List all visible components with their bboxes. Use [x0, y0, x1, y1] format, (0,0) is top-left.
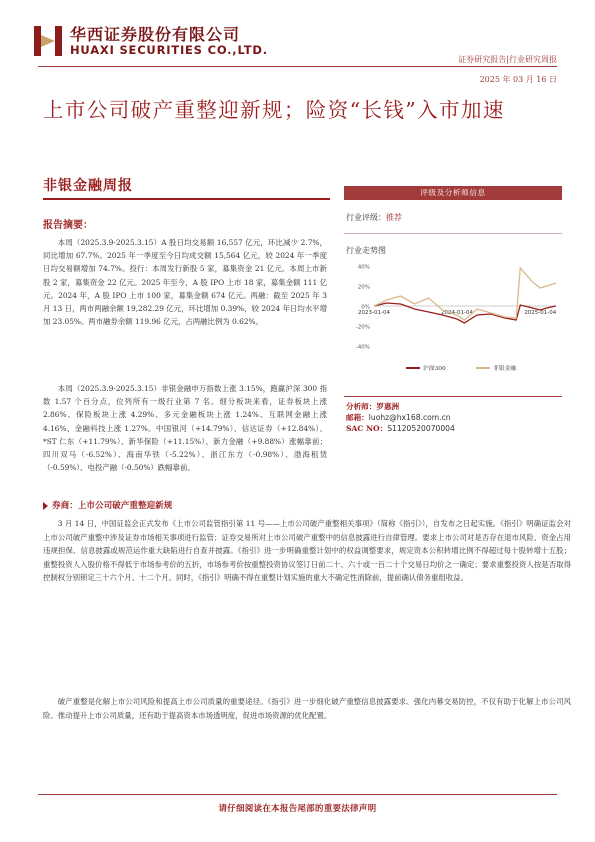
- y-tick-label: -20%: [355, 324, 370, 331]
- section-heading-text: 券商：上市公司破产重整迎新规: [52, 501, 173, 511]
- y-tick-label: 40%: [357, 264, 370, 271]
- analyst-sac-row: [346, 423, 455, 434]
- trend-chart-title: 行业走势图: [346, 246, 386, 255]
- x-tick-label: 2024-01-04: [441, 310, 474, 316]
- section-paragraph-2: 破产重整是化解上市公司风险和提高上市公司质量的重要途径。《指引》进一步细化破产重整信息披露要求、强化内幕交易防控，不仅有助于化解上市公司风险、推动提升上市公司质量，还有助于提高资本市场透明度，促进市场资源的优化配置。: [43, 697, 571, 720]
- analyst-email-link[interactable]: luohz@hx168.com.cn: [368, 413, 451, 422]
- subtitle-divider: [43, 198, 330, 200]
- analyst-name-row: [346, 401, 455, 412]
- x-tick-label: 2025-01-04: [524, 310, 557, 316]
- huaxi-logo-icon: [34, 26, 62, 56]
- company-name-cn: 华西证券股份有限公司: [70, 25, 241, 44]
- report-date: 2025 年 03 月 16 日: [479, 75, 557, 84]
- summary-paragraph-1: 本周（2025.3.9-2025.3.15）A 股日均交易额 16,557 亿元，环比减少 2.7%，同比增加 67.7%。2025 年一季度至今日均成交额 15,564 亿元，较 2024 年一季度日均交易额增加 74.7%。投行：本周发行新股 5 家，募集资金 21 亿元。本周上市新股 2 家，募集资金 22 亿元。2025 年至今，A 股 IPO 上市 18 家，募集金额 111 亿元。2024 年，A 股 IPO 上市 100 家，募集金额 674 亿元。两融：截至 2025 年 3 月 13 日，两市两融余额 19,282.29 亿元，环比增加 0.39%，较 2024 年日均水平增加 23.05%。两市融券余额 119.96 亿元，占两融比例为 0.62%。: [43, 238, 327, 327]
- section-paragraph-1: 3 月 14 日，中国证监会正式发布《上市公司监管指引第 11 号——上市公司破产重整相关事项》（简称《指引》），自发布之日起实施。《指引》明确证监会对上市公司破产重整中涉及证券市场相关事项进行监管；证券交易所对上市公司破产重整中的信息披露进行自律管理。要求上市公司对是否存在退市风险、资金占用违规担保、信息披露或规范运作重大缺陷进行自查并披露。《指引》进一步明确重整计划中的权益调整要求，规定资本公积转增比例不得超过每十股转增十五股；重整投资人入股价格不得低于市场参考价的五折，市场参考价按重整投资协议签订日前二十、六十或一百二十个交易日均价之一确定；要求重整投资人按是否取得控制权分别锁定三十六个月、十二个月。同时，《指引》明确不得在重整计划实施的重大不确定性消除前，提前确认债务重组收益。: [43, 519, 571, 583]
- triangle-bullet-icon: [43, 502, 48, 510]
- y-tick-label: 20%: [357, 284, 370, 291]
- rating-divider: [344, 233, 562, 234]
- rating-panel: [344, 186, 562, 378]
- report-title: 上市公司破产重整迎新规；险资“长钱”入市加速: [43, 98, 505, 122]
- industry-rating: [344, 212, 562, 223]
- analyst-email-row: [346, 412, 455, 423]
- rating-value: 推荐: [386, 213, 402, 222]
- rating-panel-header: 评级及分析师信息: [344, 186, 562, 200]
- legal-notice: 请仔细阅读在本报告尾部的重要法律声明: [218, 803, 377, 813]
- y-tick-label: -40%: [355, 344, 370, 351]
- footer-divider: [38, 794, 557, 795]
- analyst-name: 罗惠洲: [376, 402, 400, 411]
- company-name-en: HUAXI SECURITIES CO.,LTD.: [70, 43, 268, 57]
- legend-label: 沪深300: [423, 366, 446, 372]
- analyst-sac-label: SAC NO：: [346, 424, 388, 433]
- section-heading-brokers: [43, 499, 172, 511]
- legend-label: 非银金融: [493, 366, 517, 372]
- report-type: 证券研究报告|行业研究周报: [458, 55, 557, 64]
- summary-paragraph-2: 本周（2025.3.9-2025.3.15）非银金融申万指数上涨 3.15%，跑赢沪深 300 指数 1.57 个百分点，位列所有一级行业第 7 名。细分板块来看，证券板块上涨 2.86%、保险板块上涨 4.29%、多元金融板块上涨 1.24%、互联网金融上涨 4.16%、金融科技上涨 1.27%。中国银河（+14.79%）、信达证券（+12.84%）、*ST 仁东（+11.79%）、新华保险（+11.15%）、新力金融（+9.88%）涨幅靠前；四川双马（-6.52%）、海南华铁（-5.22%）、浙江东方（-0.98%）、渤海租赁（-0.59%）、电投产融（-0.50%）跌幅靠前。: [43, 384, 327, 473]
- summary-heading: 报告摘要：: [43, 220, 93, 231]
- industry-trend-chart: [344, 260, 562, 378]
- analyst-name-label: 分析师：: [346, 402, 377, 411]
- rating-label: 行业评级：: [346, 213, 386, 222]
- analyst-info: [346, 401, 455, 434]
- analyst-sac-number: S1120520070004: [387, 424, 455, 433]
- x-tick-label: 2023-01-04: [358, 310, 390, 316]
- y-tick-label: 0%: [361, 304, 370, 311]
- header-divider: [38, 66, 557, 67]
- analyst-email-label: 邮箱：: [346, 413, 369, 422]
- report-subtitle: 非银金融周报: [43, 178, 133, 194]
- analyst-divider: [344, 396, 562, 397]
